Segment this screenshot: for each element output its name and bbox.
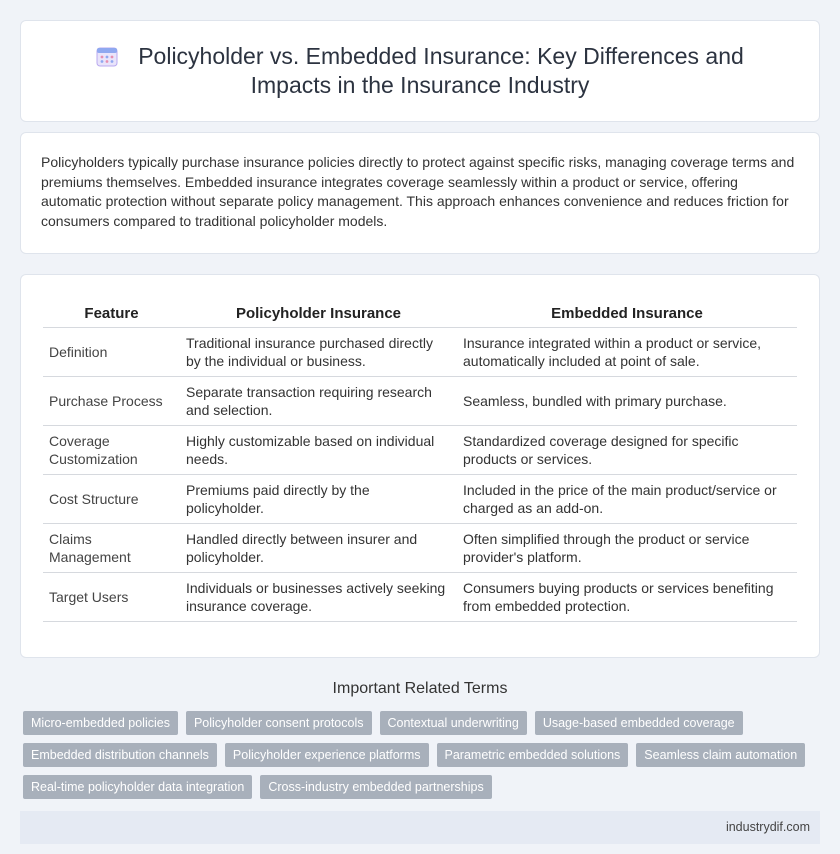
header-card: [20, 20, 820, 122]
related-term-tag[interactable]: Micro-embedded policies: [23, 711, 178, 735]
comparison-table: [43, 293, 797, 622]
header-policyholder: Policyholder Insurance: [180, 293, 457, 327]
row-feature: Cost Structure: [43, 474, 180, 523]
related-term-tag[interactable]: Policyholder experience platforms: [225, 743, 429, 767]
footer-site-link[interactable]: industrydif.com: [725, 820, 810, 834]
related-term-tag[interactable]: Embedded distribution channels: [23, 743, 217, 767]
related-term-tag[interactable]: Policyholder consent protocols: [186, 711, 372, 735]
page-title-text: Policyholder vs. Embedded Insurance: Key Differences and Impacts in the Insurance Industry: [138, 43, 744, 98]
related-terms-title: Important Related Terms: [332, 680, 508, 697]
row-feature: Target Users: [43, 572, 180, 621]
related-term-tag[interactable]: Parametric embedded solutions: [437, 743, 629, 767]
row-policyholder: Traditional insurance purchased directly by the individual or business.: [180, 327, 457, 376]
related-terms-list: [23, 711, 820, 799]
header-embedded: Embedded Insurance: [457, 293, 797, 327]
header-feature: Feature: [43, 293, 180, 327]
row-embedded: Often simplified through the product or service provider's platform.: [457, 523, 797, 572]
row-policyholder: Premiums paid directly by the policyholder.: [180, 474, 457, 523]
row-feature: Claims Management: [43, 523, 180, 572]
row-policyholder: Individuals or businesses actively seeking insurance coverage.: [180, 572, 457, 621]
row-embedded: Included in the price of the main product/service or charged as an add-on.: [457, 474, 797, 523]
comparison-card: [20, 274, 820, 658]
table-row: [43, 572, 797, 621]
related-term-tag[interactable]: Real-time policyholder data integration: [23, 775, 252, 799]
table-row: [43, 376, 797, 425]
row-feature: Purchase Process: [43, 376, 180, 425]
row-embedded: Standardized coverage designed for specific products or services.: [457, 425, 797, 474]
table-row: [43, 425, 797, 474]
table-row: [43, 474, 797, 523]
calendar-icon: [96, 45, 118, 67]
row-policyholder: Handled directly between insurer and policyholder.: [180, 523, 457, 572]
row-feature: Definition: [43, 327, 180, 376]
intro-text: Policyholders typically purchase insurance policies directly to protect against specific risks, managing coverage terms and premiums themselves. Embedded insurance integrates coverage seamlessly within a product or service, offering automatic protection without separate policy management. This approach enhances convenience and reduces friction for consumers compared to traditional policyholder models.: [41, 154, 795, 229]
table-row: [43, 327, 797, 376]
related-term-tag[interactable]: Contextual underwriting: [380, 711, 527, 735]
related-term-tag[interactable]: Cross-industry embedded partnerships: [260, 775, 491, 799]
intro-card: [20, 132, 820, 254]
row-policyholder: Separate transaction requiring research and selection.: [180, 376, 457, 425]
page-title: [61, 42, 779, 100]
related-term-tag[interactable]: Seamless claim automation: [636, 743, 805, 767]
row-feature: Coverage Customization: [43, 425, 180, 474]
footer: [20, 811, 820, 844]
row-embedded: Seamless, bundled with primary purchase.: [457, 376, 797, 425]
row-embedded: Consumers buying products or services benefiting from embedded protection.: [457, 572, 797, 621]
row-policyholder: Highly customizable based on individual needs.: [180, 425, 457, 474]
related-term-tag[interactable]: Usage-based embedded coverage: [535, 711, 743, 735]
table-row: [43, 523, 797, 572]
table-header-row: [43, 293, 797, 327]
row-embedded: Insurance integrated within a product or service, automatically included at point of sale.: [457, 327, 797, 376]
